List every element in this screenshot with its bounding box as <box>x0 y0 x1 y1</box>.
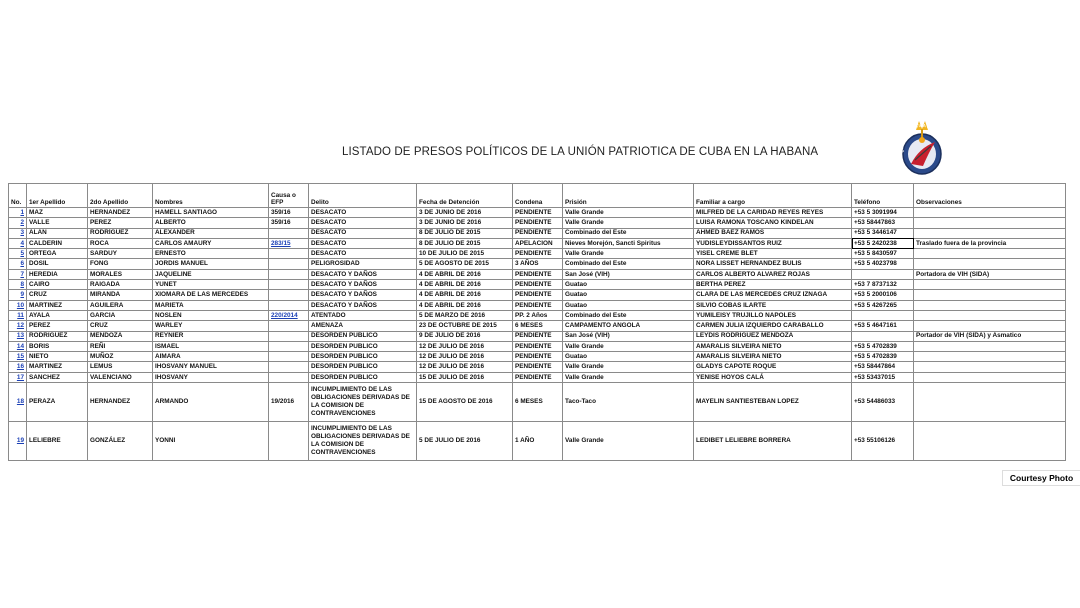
detention-date-cell: 9 DE JULIO DE 2016 <box>417 331 513 341</box>
case-number-cell <box>269 269 309 279</box>
case-number-cell <box>269 321 309 331</box>
table-row <box>9 269 1066 279</box>
prison-cell: Guatao <box>563 352 694 362</box>
table-row <box>9 422 1066 461</box>
given-names-cell: CARLOS AMAURY <box>153 238 269 248</box>
sentence-cell: 6 MESES <box>513 383 563 422</box>
sentence-cell: PENDIENTE <box>513 372 563 382</box>
second-surname-cell: MUÑOZ <box>88 352 153 362</box>
table-row <box>9 208 1066 218</box>
column-header: 2do Apellido <box>88 184 153 208</box>
detention-date-cell: 15 DE AGOSTO DE 2016 <box>417 383 513 422</box>
row-number-cell[interactable]: 14 <box>9 341 27 351</box>
row-number-cell[interactable]: 4 <box>9 238 27 248</box>
case-number-cell <box>269 362 309 372</box>
table-row <box>9 238 1066 248</box>
party-seal-logo <box>895 118 949 178</box>
detention-date-cell: 15 DE JULIO DE 2016 <box>417 372 513 382</box>
prison-cell: Valle Grande <box>563 208 694 218</box>
second-surname-cell: LEMUS <box>88 362 153 372</box>
detention-date-cell: 3 DE JUNIO DE 2016 <box>417 208 513 218</box>
first-surname-cell: CALDERIN <box>27 238 88 248</box>
prison-cell: Valle Grande <box>563 372 694 382</box>
second-surname-cell: AGUILERA <box>88 300 153 310</box>
first-surname-cell: MAZ <box>27 208 88 218</box>
column-header: Condena <box>513 184 563 208</box>
second-surname-cell: HERNANDEZ <box>88 208 153 218</box>
table-row <box>9 372 1066 382</box>
phone-cell: +53 58447864 <box>852 362 914 372</box>
prison-cell: Valle Grande <box>563 218 694 228</box>
first-surname-cell: CAIRO <box>27 280 88 290</box>
given-names-cell: IHOSVANY MANUEL <box>153 362 269 372</box>
phone-cell: +53 5 4267265 <box>852 300 914 310</box>
column-header: Delito <box>309 184 417 208</box>
sentence-cell: PENDIENTE <box>513 341 563 351</box>
row-number-cell[interactable]: 10 <box>9 300 27 310</box>
offense-cell: PELIGROSIDAD <box>309 259 417 269</box>
given-names-cell: ARMANDO <box>153 383 269 422</box>
second-surname-cell: REÑI <box>88 341 153 351</box>
observations-cell <box>914 259 1066 269</box>
row-number-cell[interactable]: 9 <box>9 290 27 300</box>
column-header: Causa o EFP <box>269 184 309 208</box>
prison-cell: Combinado del Este <box>563 259 694 269</box>
phone-cell: +53 5 3091994 <box>852 208 914 218</box>
table-row <box>9 331 1066 341</box>
family-contact-cell: CLARA DE LAS MERCEDES CRUZ IZNAGA <box>694 290 852 300</box>
family-contact-cell: YUDISLEYDISSANTOS RUIZ <box>694 238 852 248</box>
second-surname-cell: CRUZ <box>88 321 153 331</box>
second-surname-cell: MORALES <box>88 269 153 279</box>
detention-date-cell: 5 DE JULIO DE 2016 <box>417 422 513 461</box>
detention-date-cell: 3 DE JUNIO DE 2016 <box>417 218 513 228</box>
row-number-cell[interactable]: 1 <box>9 208 27 218</box>
given-names-cell: ALEXANDER <box>153 228 269 238</box>
table-row <box>9 280 1066 290</box>
detention-date-cell: 12 DE JULIO DE 2016 <box>417 362 513 372</box>
first-surname-cell: RODRIGUEZ <box>27 331 88 341</box>
row-number-cell[interactable]: 19 <box>9 422 27 461</box>
row-number-cell[interactable]: 8 <box>9 280 27 290</box>
prison-cell: San José (VIH) <box>563 331 694 341</box>
observations-cell <box>914 422 1066 461</box>
column-header: Familiar a cargo <box>694 184 852 208</box>
observations-cell <box>914 321 1066 331</box>
observations-cell <box>914 218 1066 228</box>
case-number-cell: 359/16 <box>269 218 309 228</box>
second-surname-cell: PEREZ <box>88 218 153 228</box>
first-surname-cell: MARTINEZ <box>27 362 88 372</box>
row-number-cell[interactable]: 12 <box>9 321 27 331</box>
first-surname-cell: CRUZ <box>27 290 88 300</box>
offense-cell: ATENTADO <box>309 310 417 320</box>
row-number-cell[interactable]: 2 <box>9 218 27 228</box>
column-header: Teléfono <box>852 184 914 208</box>
observations-cell: Portadora de VIH (SIDA) <box>914 269 1066 279</box>
case-number-cell <box>269 341 309 351</box>
family-contact-cell: YENISE HOYOS CALÁ <box>694 372 852 382</box>
case-number-cell[interactable]: 220/2014 <box>269 310 309 320</box>
detention-date-cell: 4 DE ABRIL DE 2016 <box>417 290 513 300</box>
sentence-cell: PENDIENTE <box>513 228 563 238</box>
prison-cell: Valle Grande <box>563 362 694 372</box>
phone-cell: +53 5 4647161 <box>852 321 914 331</box>
second-surname-cell: VALENCIANO <box>88 372 153 382</box>
phone-cell: +53 53437015 <box>852 372 914 382</box>
column-header: Prisión <box>563 184 694 208</box>
offense-cell: DESORDEN PUBLICO <box>309 372 417 382</box>
second-surname-cell: RODRÍGUEZ <box>88 228 153 238</box>
sentence-cell: PENDIENTE <box>513 300 563 310</box>
observations-cell <box>914 290 1066 300</box>
case-number-cell <box>269 331 309 341</box>
observations-cell <box>914 362 1066 372</box>
family-contact-cell: BERTHA PEREZ <box>694 280 852 290</box>
first-surname-cell: ALAN <box>27 228 88 238</box>
detention-date-cell: 5 DE AGOSTO DE 2015 <box>417 259 513 269</box>
detention-date-cell: 10 DE JULIO DE 2015 <box>417 249 513 259</box>
phone-cell: +53 5 4023798 <box>852 259 914 269</box>
sentence-cell: APELACION <box>513 238 563 248</box>
observations-cell <box>914 341 1066 351</box>
table-row <box>9 218 1066 228</box>
case-number-cell <box>269 422 309 461</box>
document-title: LISTADO DE PRESOS POLÍTICOS DE LA UNIÓN PATRIOTICA DE CUBA EN LA HABANA <box>342 146 819 158</box>
table-row <box>9 249 1066 259</box>
family-contact-cell: MAYELIN SANTIESTEBAN LOPEZ <box>694 383 852 422</box>
first-surname-cell: VALLE <box>27 218 88 228</box>
offense-cell: DESORDEN PUBLICO <box>309 362 417 372</box>
first-surname-cell: DOSIL <box>27 259 88 269</box>
given-names-cell: ERNESTO <box>153 249 269 259</box>
row-number-cell[interactable]: 6 <box>9 259 27 269</box>
sentence-cell: 3 AÑOS <box>513 259 563 269</box>
first-surname-cell: ORTEGA <box>27 249 88 259</box>
first-surname-cell: HEREDIA <box>27 269 88 279</box>
phone-cell: +53 7 8737132 <box>852 280 914 290</box>
family-contact-cell: GLADYS CAPOTE ROQUE <box>694 362 852 372</box>
detention-date-cell: 5 DE MARZO DE 2016 <box>417 310 513 320</box>
first-surname-cell: NIETO <box>27 352 88 362</box>
family-contact-cell: AHMED BAEZ RAMOS <box>694 228 852 238</box>
offense-cell: DESORDEN PUBLICO <box>309 331 417 341</box>
table-row <box>9 310 1066 320</box>
observations-cell <box>914 249 1066 259</box>
phone-cell <box>852 269 914 279</box>
offense-cell: INCUMPLIMIENTO DE LAS OBLIGACIONES DERIVADAS DE LA COMISION DE CONTRAVENCIONES <box>309 422 417 461</box>
observations-cell <box>914 280 1066 290</box>
table-header <box>9 184 1066 208</box>
observations-cell <box>914 310 1066 320</box>
family-contact-cell: MILFRED DE LA CARIDAD REYES REYES <box>694 208 852 218</box>
detention-date-cell: 8 DE JULIO DE 2015 <box>417 238 513 248</box>
offense-cell: DESACATO Y DAÑOS <box>309 300 417 310</box>
case-number-cell <box>269 280 309 290</box>
prison-cell: Nieves Morejón, Sancti Spiritus <box>563 238 694 248</box>
observations-cell <box>914 208 1066 218</box>
case-number-cell <box>269 259 309 269</box>
row-number-cell[interactable]: 16 <box>9 362 27 372</box>
courtesy-caption: Courtesy Photo <box>1003 471 1080 485</box>
offense-cell: DESACATO <box>309 208 417 218</box>
offense-cell: DESACATO <box>309 249 417 259</box>
table-row <box>9 290 1066 300</box>
family-contact-cell: LEYDIS RODRIGUEZ MENDOZA <box>694 331 852 341</box>
prison-cell: CAMPAMENTO ANGOLA <box>563 321 694 331</box>
offense-cell: DESORDEN PUBLICO <box>309 352 417 362</box>
case-number-cell <box>269 300 309 310</box>
row-number-cell[interactable]: 3 <box>9 228 27 238</box>
phone-cell: +53 58447863 <box>852 218 914 228</box>
column-header: Fecha de Detención <box>417 184 513 208</box>
given-names-cell: YONNI <box>153 422 269 461</box>
sentence-cell: PENDIENTE <box>513 269 563 279</box>
offense-cell: DESACATO <box>309 238 417 248</box>
row-number-cell[interactable]: 15 <box>9 352 27 362</box>
sentence-cell: PENDIENTE <box>513 352 563 362</box>
row-number-cell[interactable]: 5 <box>9 249 27 259</box>
second-surname-cell: HERNANDEZ <box>88 383 153 422</box>
given-names-cell: HAMELL SANTIAGO <box>153 208 269 218</box>
case-number-cell <box>269 249 309 259</box>
table-row <box>9 383 1066 422</box>
table-body <box>9 208 1066 461</box>
detention-date-cell: 8 DE JULIO DE 2015 <box>417 228 513 238</box>
case-number-cell: 19/2016 <box>269 383 309 422</box>
offense-cell: DESACATO Y DAÑOS <box>309 269 417 279</box>
offense-cell: DESACATO Y DAÑOS <box>309 280 417 290</box>
first-surname-cell: PEREZ <box>27 321 88 331</box>
sentence-cell: PENDIENTE <box>513 280 563 290</box>
column-header: 1er Apellido <box>27 184 88 208</box>
table-row <box>9 362 1066 372</box>
family-contact-cell: AMARALIS SILVEIRA NIETO <box>694 341 852 351</box>
sentence-cell: PENDIENTE <box>513 218 563 228</box>
case-number-cell <box>269 352 309 362</box>
family-contact-cell: YUMILEISY TRUJILLO NAPOLES <box>694 310 852 320</box>
table-row <box>9 228 1066 238</box>
first-surname-cell: LELIEBRE <box>27 422 88 461</box>
first-surname-cell: PERAZA <box>27 383 88 422</box>
family-contact-cell: LEDIBET LELIEBRE BORRERA <box>694 422 852 461</box>
detention-date-cell: 4 DE ABRIL DE 2016 <box>417 280 513 290</box>
first-surname-cell: SANCHEZ <box>27 372 88 382</box>
given-names-cell: MARIETA <box>153 300 269 310</box>
table-row <box>9 341 1066 351</box>
first-surname-cell: AYALA <box>27 310 88 320</box>
table-row <box>9 300 1066 310</box>
sentence-cell: 1 AÑO <box>513 422 563 461</box>
phone-cell: +53 5 2420238 <box>852 238 914 248</box>
sentence-cell: 6 MESES <box>513 321 563 331</box>
phone-cell: +53 5 8430597 <box>852 249 914 259</box>
family-contact-cell: YISEL CREME BLET <box>694 249 852 259</box>
phone-cell <box>852 331 914 341</box>
row-number-cell[interactable]: 17 <box>9 372 27 382</box>
sentence-cell: PP. 2 Años <box>513 310 563 320</box>
table-row <box>9 321 1066 331</box>
second-surname-cell: ROCA <box>88 238 153 248</box>
second-surname-cell: RAIGADA <box>88 280 153 290</box>
phone-cell: +53 5 3446147 <box>852 228 914 238</box>
prison-cell: Combinado del Este <box>563 228 694 238</box>
given-names-cell: WARLEY <box>153 321 269 331</box>
row-number-cell[interactable]: 18 <box>9 383 27 422</box>
phone-cell: +53 5 2000106 <box>852 290 914 300</box>
given-names-cell: JAQUELINE <box>153 269 269 279</box>
phone-cell: +53 55106126 <box>852 422 914 461</box>
family-contact-cell: NORA LISSET HERNANDEZ BULIS <box>694 259 852 269</box>
second-surname-cell: GARCIA <box>88 310 153 320</box>
given-names-cell: YUNET <box>153 280 269 290</box>
prison-cell: Guatao <box>563 290 694 300</box>
table-row <box>9 259 1066 269</box>
observations-cell <box>914 300 1066 310</box>
phone-cell: +53 54486033 <box>852 383 914 422</box>
detention-date-cell: 12 DE JULIO DE 2016 <box>417 352 513 362</box>
sentence-cell: PENDIENTE <box>513 362 563 372</box>
second-surname-cell: SARDUY <box>88 249 153 259</box>
family-contact-cell: LUISA RAMONA TOSCANO KINDELAN <box>694 218 852 228</box>
given-names-cell: IHOSVANY <box>153 372 269 382</box>
first-surname-cell: MARTINEZ <box>27 300 88 310</box>
offense-cell: DESACATO <box>309 228 417 238</box>
detention-date-cell: 4 DE ABRIL DE 2016 <box>417 300 513 310</box>
phone-cell <box>852 310 914 320</box>
given-names-cell: XIOMARA DE LAS MERCEDES <box>153 290 269 300</box>
case-number-cell <box>269 228 309 238</box>
observations-cell <box>914 228 1066 238</box>
prison-cell: Combinado del Este <box>563 310 694 320</box>
detention-date-cell: 12 DE JULIO DE 2016 <box>417 341 513 351</box>
column-header: Observaciones <box>914 184 1066 208</box>
offense-cell: INCUMPLIMIENTO DE LAS OBLIGACIONES DERIVADAS DE LA COMISION DE CONTRAVENCIONES <box>309 383 417 422</box>
family-contact-cell: CARLOS ALBERTO ALVAREZ ROJAS <box>694 269 852 279</box>
sentence-cell: PENDIENTE <box>513 208 563 218</box>
sentence-cell: PENDIENTE <box>513 290 563 300</box>
political-prisoners-table <box>8 183 1066 461</box>
offense-cell: DESACATO <box>309 218 417 228</box>
row-number-cell[interactable]: 13 <box>9 331 27 341</box>
second-surname-cell: MIRANDA <box>88 290 153 300</box>
case-number-cell <box>269 372 309 382</box>
row-number-cell[interactable]: 7 <box>9 269 27 279</box>
observations-cell <box>914 383 1066 422</box>
prison-cell: Guatao <box>563 280 694 290</box>
given-names-cell: JORDIS MANUEL <box>153 259 269 269</box>
given-names-cell: ISMAEL <box>153 341 269 351</box>
given-names-cell: NOSLEN <box>153 310 269 320</box>
observations-cell <box>914 352 1066 362</box>
column-header: Nombres <box>153 184 269 208</box>
second-surname-cell: MENDOZA <box>88 331 153 341</box>
phone-cell: +53 5 4702839 <box>852 352 914 362</box>
detention-date-cell: 4 DE ABRIL DE 2016 <box>417 269 513 279</box>
second-surname-cell: FONG <box>88 259 153 269</box>
offense-cell: DESACATO Y DAÑOS <box>309 290 417 300</box>
sentence-cell: PENDIENTE <box>513 249 563 259</box>
phone-cell: +53 5 4702839 <box>852 341 914 351</box>
row-number-cell[interactable]: 11 <box>9 310 27 320</box>
column-header: No. <box>9 184 27 208</box>
observations-cell: Portador de VIH (SIDA) y Asmatico <box>914 331 1066 341</box>
prison-cell: Guatao <box>563 300 694 310</box>
prison-cell: Valle Grande <box>563 422 694 461</box>
prison-cell: San José (VIH) <box>563 269 694 279</box>
sentence-cell: PENDIENTE <box>513 331 563 341</box>
case-number-cell[interactable]: 283/15 <box>269 238 309 248</box>
given-names-cell: ALBERTO <box>153 218 269 228</box>
offense-cell: AMENAZA <box>309 321 417 331</box>
prison-cell: Valle Grande <box>563 249 694 259</box>
family-contact-cell: AMARALIS SILVEIRA NIETO <box>694 352 852 362</box>
observations-cell: Traslado fuera de la provincia <box>914 238 1066 248</box>
table-row <box>9 352 1066 362</box>
family-contact-cell: CARMEN JULIA IZQUIERDO CARABALLO <box>694 321 852 331</box>
given-names-cell: REYNIER <box>153 331 269 341</box>
family-contact-cell: SILVIO COBAS ILARTE <box>694 300 852 310</box>
detention-date-cell: 23 DE OCTUBRE DE 2015 <box>417 321 513 331</box>
offense-cell: DESORDEN PUBLICO <box>309 341 417 351</box>
prison-cell: Valle Grande <box>563 341 694 351</box>
given-names-cell: AIMARA <box>153 352 269 362</box>
prison-cell: Taco-Taco <box>563 383 694 422</box>
second-surname-cell: GONZÁLEZ <box>88 422 153 461</box>
first-surname-cell: BORIS <box>27 341 88 351</box>
case-number-cell <box>269 290 309 300</box>
case-number-cell: 359/16 <box>269 208 309 218</box>
observations-cell <box>914 372 1066 382</box>
seal-text: UNIÓN PATRIÓTICA DE CUBA <box>898 122 944 154</box>
